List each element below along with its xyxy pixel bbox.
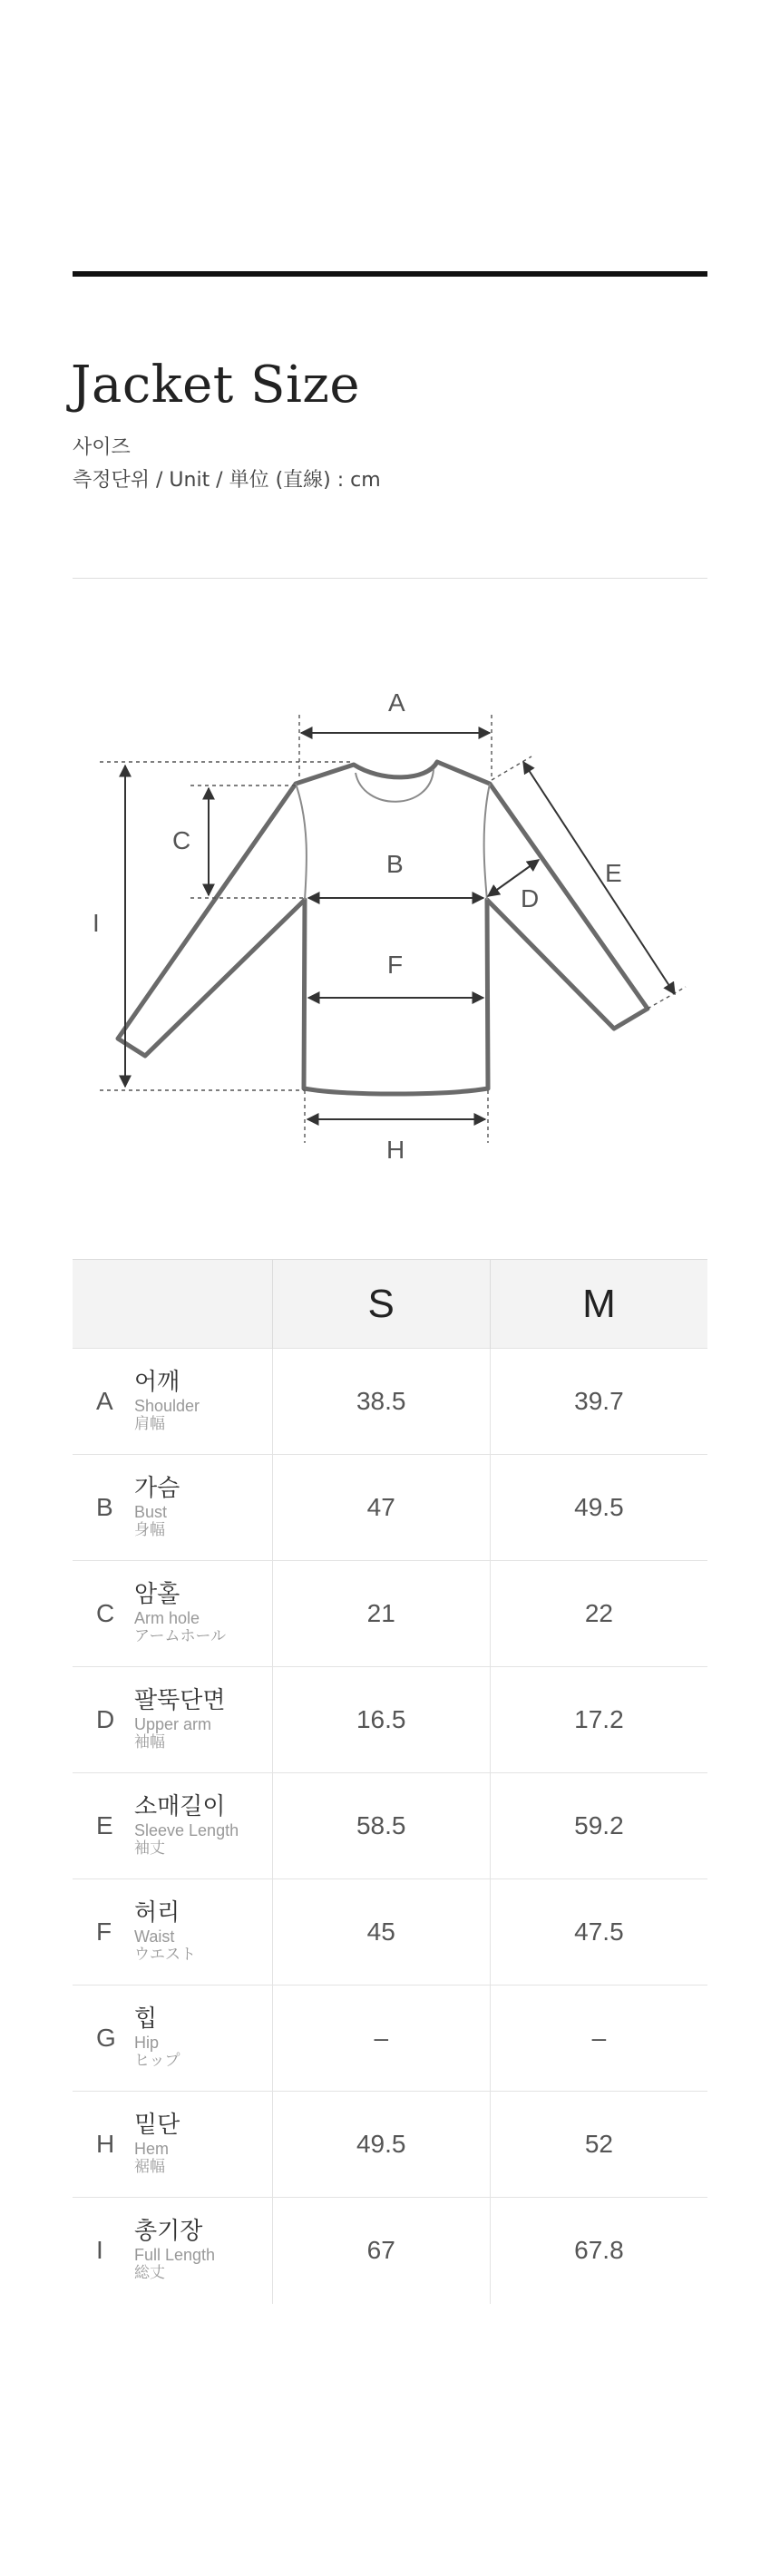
measure-name-ko: 힙 bbox=[134, 2005, 158, 2033]
measure-name-ko: 총기장 bbox=[134, 2218, 203, 2246]
guide-e-bottom bbox=[648, 987, 686, 1009]
label-h: H bbox=[386, 1136, 405, 1164]
label-d: D bbox=[521, 884, 540, 912]
top-rule bbox=[73, 271, 707, 277]
value-size-m: 47.5 bbox=[490, 1879, 707, 1986]
measure-name-ko: 밑단 bbox=[134, 2111, 180, 2139]
table-row bbox=[73, 2092, 707, 2198]
measure-name-ko: 허리 bbox=[134, 1898, 180, 1927]
table-row bbox=[73, 1561, 707, 1667]
table-row bbox=[73, 1349, 707, 1455]
measure-name-jp: 裾幅 bbox=[134, 2157, 165, 2176]
measure-name-en: Waist bbox=[134, 1927, 175, 1946]
measure-name-en: Hem bbox=[134, 2139, 170, 2158]
value-size-m: 22 bbox=[490, 1561, 707, 1667]
measure-name-ko: 가슴 bbox=[134, 1474, 180, 1502]
value-size-m: 67.8 bbox=[490, 2198, 707, 2304]
jacket-diagram bbox=[73, 671, 707, 1179]
measure-name-jp: 身幅 bbox=[134, 1520, 165, 1539]
measure-label-cell bbox=[73, 1879, 272, 1986]
table-row bbox=[73, 2198, 707, 2304]
measure-label-cell bbox=[73, 2198, 272, 2304]
measure-name-en: Upper arm bbox=[134, 1714, 212, 1733]
table-row bbox=[73, 1773, 707, 1879]
value-size-s: – bbox=[272, 1986, 490, 2092]
value-size-s: 38.5 bbox=[272, 1349, 490, 1455]
measure-letter: A bbox=[96, 1387, 113, 1415]
value-size-m: 52 bbox=[490, 2092, 707, 2198]
table-row bbox=[73, 1455, 707, 1561]
unit-line: 측정단위 / Unit / 単位 (直線) : cm bbox=[73, 469, 381, 492]
label-f: F bbox=[387, 951, 404, 979]
header-empty bbox=[73, 1260, 272, 1349]
label-e: E bbox=[605, 859, 622, 887]
value-size-m: 17.2 bbox=[490, 1667, 707, 1773]
measure-name-ko: 팔뚝단면 bbox=[134, 1686, 226, 1714]
measure-name-jp: 総丈 bbox=[134, 2263, 165, 2282]
measure-letter: F bbox=[96, 1917, 112, 1946]
measure-label-cell bbox=[73, 1561, 272, 1667]
measure-name-en: Full Length bbox=[134, 2246, 216, 2265]
value-size-s: 49.5 bbox=[272, 2092, 490, 2198]
measure-letter: I bbox=[96, 2236, 103, 2265]
label-a: A bbox=[388, 688, 405, 717]
table-row bbox=[73, 1879, 707, 1986]
measure-name-jp: アームホール bbox=[134, 1626, 227, 1645]
measure-letter: C bbox=[96, 1599, 115, 1627]
measure-name-jp: ウエスト bbox=[134, 1945, 196, 1964]
label-i: I bbox=[93, 909, 100, 937]
measure-letter: E bbox=[96, 1811, 113, 1839]
value-size-m: – bbox=[490, 1986, 707, 2092]
measure-name-en: Shoulder bbox=[134, 1396, 200, 1415]
measure-name-en: Sleeve Length bbox=[134, 1820, 239, 1839]
measure-name-jp: 袖丈 bbox=[134, 1839, 165, 1858]
page-title: Jacket Size bbox=[71, 356, 360, 415]
measure-name-en: Arm hole bbox=[134, 1608, 200, 1627]
measure-name-ko: 소매길이 bbox=[134, 1792, 226, 1820]
value-size-m: 49.5 bbox=[490, 1455, 707, 1561]
guide-e-top bbox=[492, 756, 531, 780]
measure-label-cell bbox=[73, 1455, 272, 1561]
measure-name-en: Bust bbox=[134, 1502, 168, 1521]
measure-label-cell bbox=[73, 1986, 272, 2092]
header-size-m: M bbox=[490, 1260, 707, 1349]
measure-label-cell bbox=[73, 1349, 272, 1455]
value-size-m: 59.2 bbox=[490, 1773, 707, 1879]
measure-letter: G bbox=[96, 2024, 116, 2052]
value-size-s: 45 bbox=[272, 1879, 490, 1986]
measure-name-jp: ヒップ bbox=[134, 2051, 180, 2070]
table-row bbox=[73, 1667, 707, 1773]
measure-letter: D bbox=[96, 1705, 115, 1733]
measure-label-cell bbox=[73, 1667, 272, 1773]
section-divider bbox=[73, 578, 707, 579]
measure-name-en: Hip bbox=[134, 2033, 160, 2052]
page-subtitle: 사이즈 bbox=[73, 436, 131, 459]
table-body bbox=[73, 1349, 707, 2304]
jacket-armhole-left bbox=[296, 784, 307, 900]
label-c: C bbox=[172, 826, 191, 854]
size-table bbox=[73, 1259, 707, 2304]
measure-label-cell bbox=[73, 2092, 272, 2198]
measure-letter: H bbox=[96, 2130, 115, 2158]
label-b: B bbox=[386, 850, 404, 878]
measure-name-ko: 암홀 bbox=[134, 1580, 180, 1608]
header-size-s: S bbox=[272, 1260, 490, 1349]
jacket-outline bbox=[118, 762, 648, 1094]
measure-label-cell bbox=[73, 1773, 272, 1879]
measure-name-jp: 肩幅 bbox=[134, 1414, 165, 1433]
value-size-s: 16.5 bbox=[272, 1667, 490, 1773]
value-size-m: 39.7 bbox=[490, 1349, 707, 1455]
measure-letter: B bbox=[96, 1493, 113, 1521]
jacket-armhole-right bbox=[484, 784, 490, 900]
measure-name-jp: 袖幅 bbox=[134, 1732, 165, 1751]
value-size-s: 47 bbox=[272, 1455, 490, 1561]
value-size-s: 58.5 bbox=[272, 1773, 490, 1879]
table-header-row bbox=[73, 1260, 707, 1349]
measure-name-ko: 어깨 bbox=[134, 1368, 180, 1396]
table-row bbox=[73, 1986, 707, 2092]
value-size-s: 67 bbox=[272, 2198, 490, 2304]
value-size-s: 21 bbox=[272, 1561, 490, 1667]
